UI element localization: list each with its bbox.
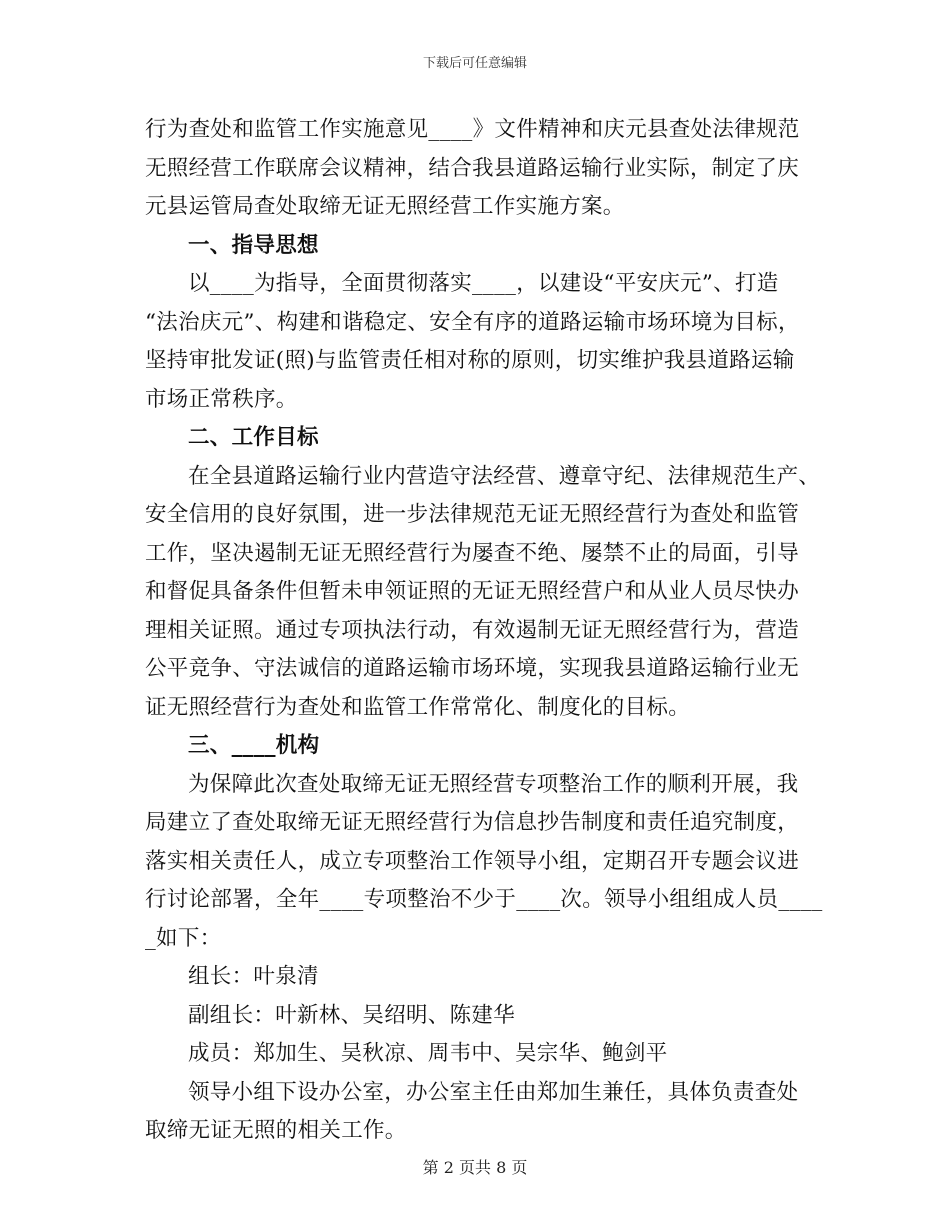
body-line: 工作，坚决遏制无证无照经营行为屡查不绝、屡禁不止的局面，引导 [145,540,800,566]
body-line: 市场正常秩序。 [145,386,298,412]
document-body [145,111,823,1151]
body-line: “法治庆元”、构建和谐稳定、安全有序的道路运输市场环境为目标， [145,309,800,335]
body-line: 证无照经营行为查处和监管工作常常化、制度化的目标。 [145,694,691,720]
section-heading-organization: 三、____机构 [188,733,320,758]
body-line: 局建立了查处取缔无证无照经营行为信息抄告制度和责任追究制度， [145,810,800,835]
body-line: 安全信用的良好氛围，进一步法律规范无证无照经营行为查处和监管 [145,502,800,527]
body-line: 坚持审批发证(照)与监管责任相对称的原则，切实维护我县道路运输 [145,348,795,373]
body-line: 以____为指导，全面贯彻落实____，以建设“平安庆元”、打造 [188,271,779,296]
body-line: 元县运管局查处取缔无证无照经营工作实施方案。 [145,194,625,219]
deputy-leader-line: 副组长：叶新林、吴绍明、陈建华 [188,1002,516,1028]
members-line: 成员：郑加生、吴秋凉、周韦中、吴宗华、鲍剑平 [188,1041,668,1066]
body-line: 行讨论部署，全年____专项整治不少于____次。领导小组组成人员____ [145,887,823,912]
body-line: 落实相关责任人，成立专项整治工作领导小组，定期召开专题会议进 [145,848,800,874]
body-line: 取缔无证无照的相关工作。 [145,1118,407,1143]
leader-line: 组长：叶泉清 [188,964,319,989]
page-header: 下载后可任意编辑 [422,56,527,71]
body-line: 理相关证照。通过专项执法行动，有效遏制无证无照经营行为，营造 [145,617,800,643]
body-line: _如下： [145,925,222,951]
body-line: 无照经营工作联席会议精神，结合我县道路运输行业实际，制定了庆 [145,155,800,181]
section-heading-guiding-ideology: 一、指导思想 [188,232,319,258]
body-line: 在全县道路运输行业内营造守法经营、遵章守纪、法律规范生产、 [188,463,821,489]
body-line: 行为查处和监管工作实施意见____》文件精神和庆元县查处法律规范 [145,117,800,142]
body-line: 为保障此次查处取缔无证无照经营专项整治工作的顺利开展，我 [188,771,799,797]
section-heading-work-goals: 二、工作目标 [188,425,319,450]
body-line: 公平竞争、守法诚信的道路运输市场环境，实现我县道路运输行业无 [145,656,800,681]
page-footer: 第 2 页共 8 页 [422,1158,528,1177]
body-line: 和督促具备条件但暂未申领证照的无证无照经营户和从业人员尽快办 [145,579,800,604]
body-line: 领导小组下设办公室，办公室主任由郑加生兼任，具体负责查处 [188,1079,799,1105]
